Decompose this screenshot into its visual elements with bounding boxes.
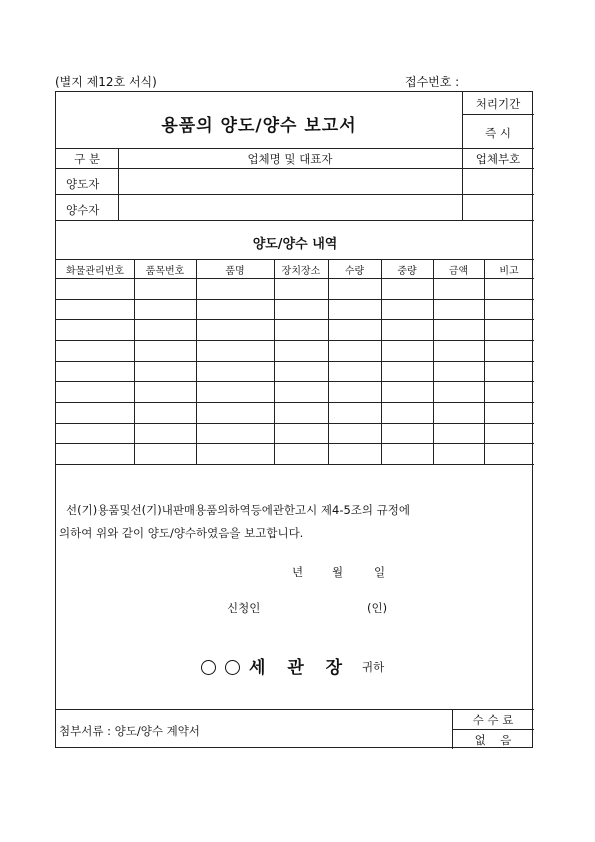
- processing-period-value: 즉 시: [485, 126, 511, 140]
- details-column-header: 수량: [344, 266, 365, 277]
- circle-placeholder-icon: [201, 660, 216, 675]
- processing-period-label: 처리기간: [475, 97, 521, 111]
- table-row: [56, 299, 534, 300]
- addressee: 세 관 장: [249, 658, 351, 678]
- details-column-header: 품목번호: [145, 266, 185, 277]
- table-row: [56, 340, 534, 341]
- company-name-header: 업체명 및 대표자: [247, 152, 333, 166]
- details-title: 양도/양수 내역: [252, 237, 338, 252]
- table-row: [56, 361, 534, 362]
- details-column-header: 화물관리번호: [66, 266, 124, 277]
- honorific: 귀하: [362, 660, 385, 674]
- company-code-header: 업체부호: [475, 152, 521, 166]
- statement-line-2: 의하여 위와 같이 양도/양수하였음을 보고합니다.: [59, 526, 304, 540]
- table-row: [56, 443, 534, 444]
- addressee-line: [201, 653, 350, 678]
- attachment-note: 첨부서류 : 양도/양수 계약서: [59, 724, 200, 738]
- circle-placeholder-icon: [225, 660, 240, 675]
- receipt-number-label: 접수번호 :: [405, 75, 460, 89]
- form-number: (별지 제12호 서식): [55, 75, 157, 89]
- category-header: 구 분: [74, 152, 100, 166]
- table-row: [56, 402, 534, 403]
- details-column-header: 중량: [397, 266, 417, 277]
- report-form: [55, 91, 533, 748]
- fee-label: 수 수 료: [472, 713, 514, 727]
- date-month: 월: [332, 565, 344, 579]
- details-column-header: 비고: [499, 266, 519, 277]
- table-row: [56, 319, 534, 320]
- details-column-header: 금액: [448, 266, 469, 277]
- transferee-label: 양수자: [66, 203, 100, 217]
- form-title: 용품의 양도/양수 보고서: [161, 116, 357, 136]
- details-column-header: 장치장소: [281, 266, 321, 277]
- date-year: 년: [292, 565, 304, 579]
- table-row: [56, 423, 534, 424]
- details-column-header: 품명: [225, 266, 245, 277]
- seal-mark: (인): [367, 601, 388, 615]
- applicant-label: 신청인: [227, 601, 261, 615]
- fee-value: 없 음: [474, 733, 512, 747]
- statement-line-1: 선(기)용품및선(기)내판매용품의하역등에관한고시 제4-5조의 규정에: [66, 503, 410, 517]
- table-row: [56, 381, 534, 382]
- transferor-label: 양도자: [66, 177, 100, 191]
- table-row: [56, 278, 534, 279]
- date-day: 일: [374, 565, 386, 579]
